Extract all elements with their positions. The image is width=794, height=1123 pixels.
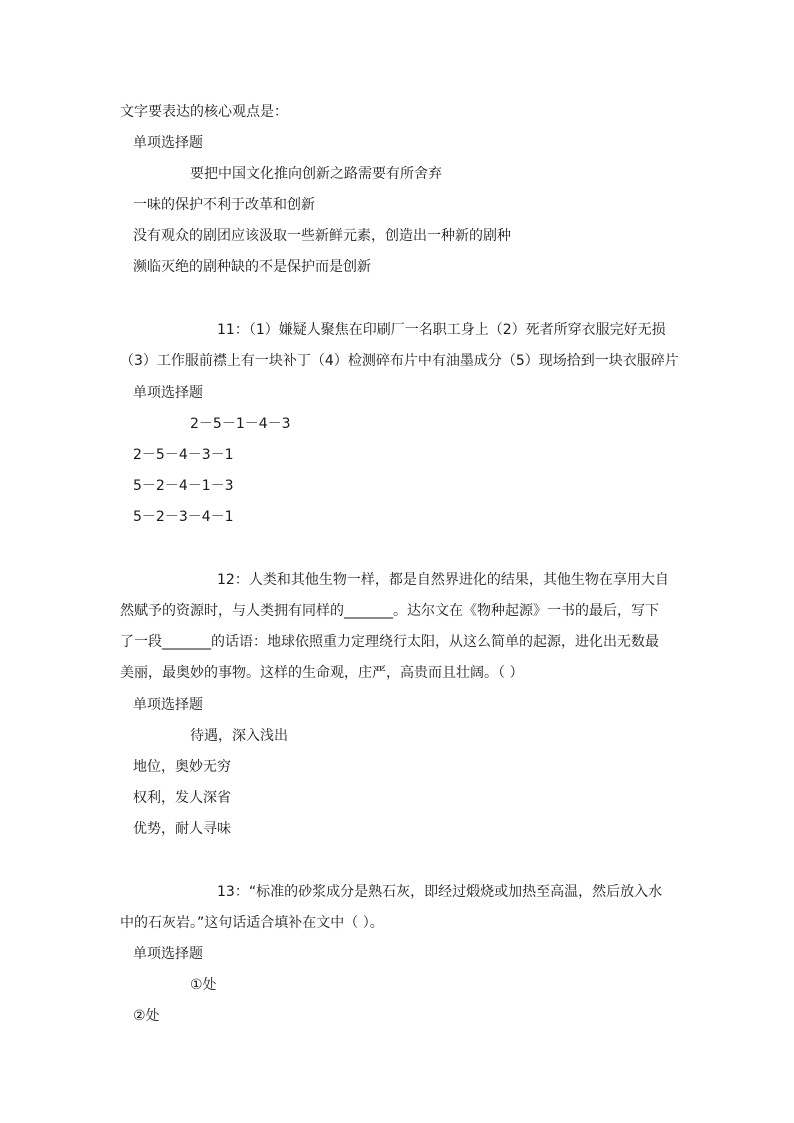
question-stem: 文字要表达的核心观点是：: [120, 104, 288, 120]
q13-stem-line-1: 13：“标准的砂浆成分是熟石灰，即经过煅烧或加热至高温，然后放入水: [217, 884, 663, 900]
q13-option-a: ①处: [190, 977, 217, 993]
q13-type: 单项选择题: [133, 946, 203, 962]
q12-option-c: 权利，发人深省: [133, 790, 231, 806]
q12-stem-line-1: 12：人类和其他生物一样，都是自然界进化的结果，其他生物在享用大自: [217, 572, 669, 588]
q12-option-d: 优势，耐人寻味: [133, 821, 231, 837]
q12-stem-line-4: 美丽，最奥妙的事物。这样的生命观，庄严，高贵而且壮阔。（ ）: [120, 665, 524, 681]
q11-option-a: 2－5－1－4－3: [190, 416, 291, 432]
option-d: 濒临灭绝的剧种缺的不是保护而是创新: [133, 259, 371, 275]
q11-option-c: 5－2－4－1－3: [133, 478, 234, 494]
q12-type: 单项选择题: [133, 697, 203, 713]
q11-option-d: 5－2－3－4－1: [133, 509, 234, 525]
q12-stem-line-3: 了一段_______的话语：地球依照重力定理绕行太阳，从这么简单的起源，进化出无数最: [120, 634, 659, 650]
option-c: 没有观众的剧团应该汲取一些新鲜元素，创造出一种新的剧种: [133, 228, 511, 244]
q11-option-b: 2－5－4－3－1: [133, 447, 234, 463]
q13-option-b: ②处: [133, 1008, 160, 1024]
q11-stem-line-2: （3）工作服前襟上有一块补丁（4）检测碎布片中有油墨成分（5）现场拾到一块衣服碎片: [120, 353, 679, 369]
q13-stem-line-2: 中的石灰岩。”这句话适合填补在文中（ ）。: [120, 915, 384, 931]
question-type: 单项选择题: [133, 135, 203, 151]
q11-type: 单项选择题: [133, 385, 203, 401]
q11-stem-line-1: 11：（1）嫌疑人聚焦在印刷厂一名职工身上（2）死者所穿衣服完好无损: [217, 322, 666, 338]
q12-stem-line-2: 然赋予的资源时，与人类拥有同样的_______。达尔文在《物种起源》一书的最后，写下: [120, 603, 659, 619]
option-a: 要把中国文化推向创新之路需要有所舍弃: [190, 166, 442, 182]
q12-option-a: 待遇，深入浅出: [190, 728, 288, 744]
q12-option-b: 地位，奥妙无穷: [133, 759, 231, 775]
option-b: 一味的保护不利于改革和创新: [133, 197, 315, 213]
